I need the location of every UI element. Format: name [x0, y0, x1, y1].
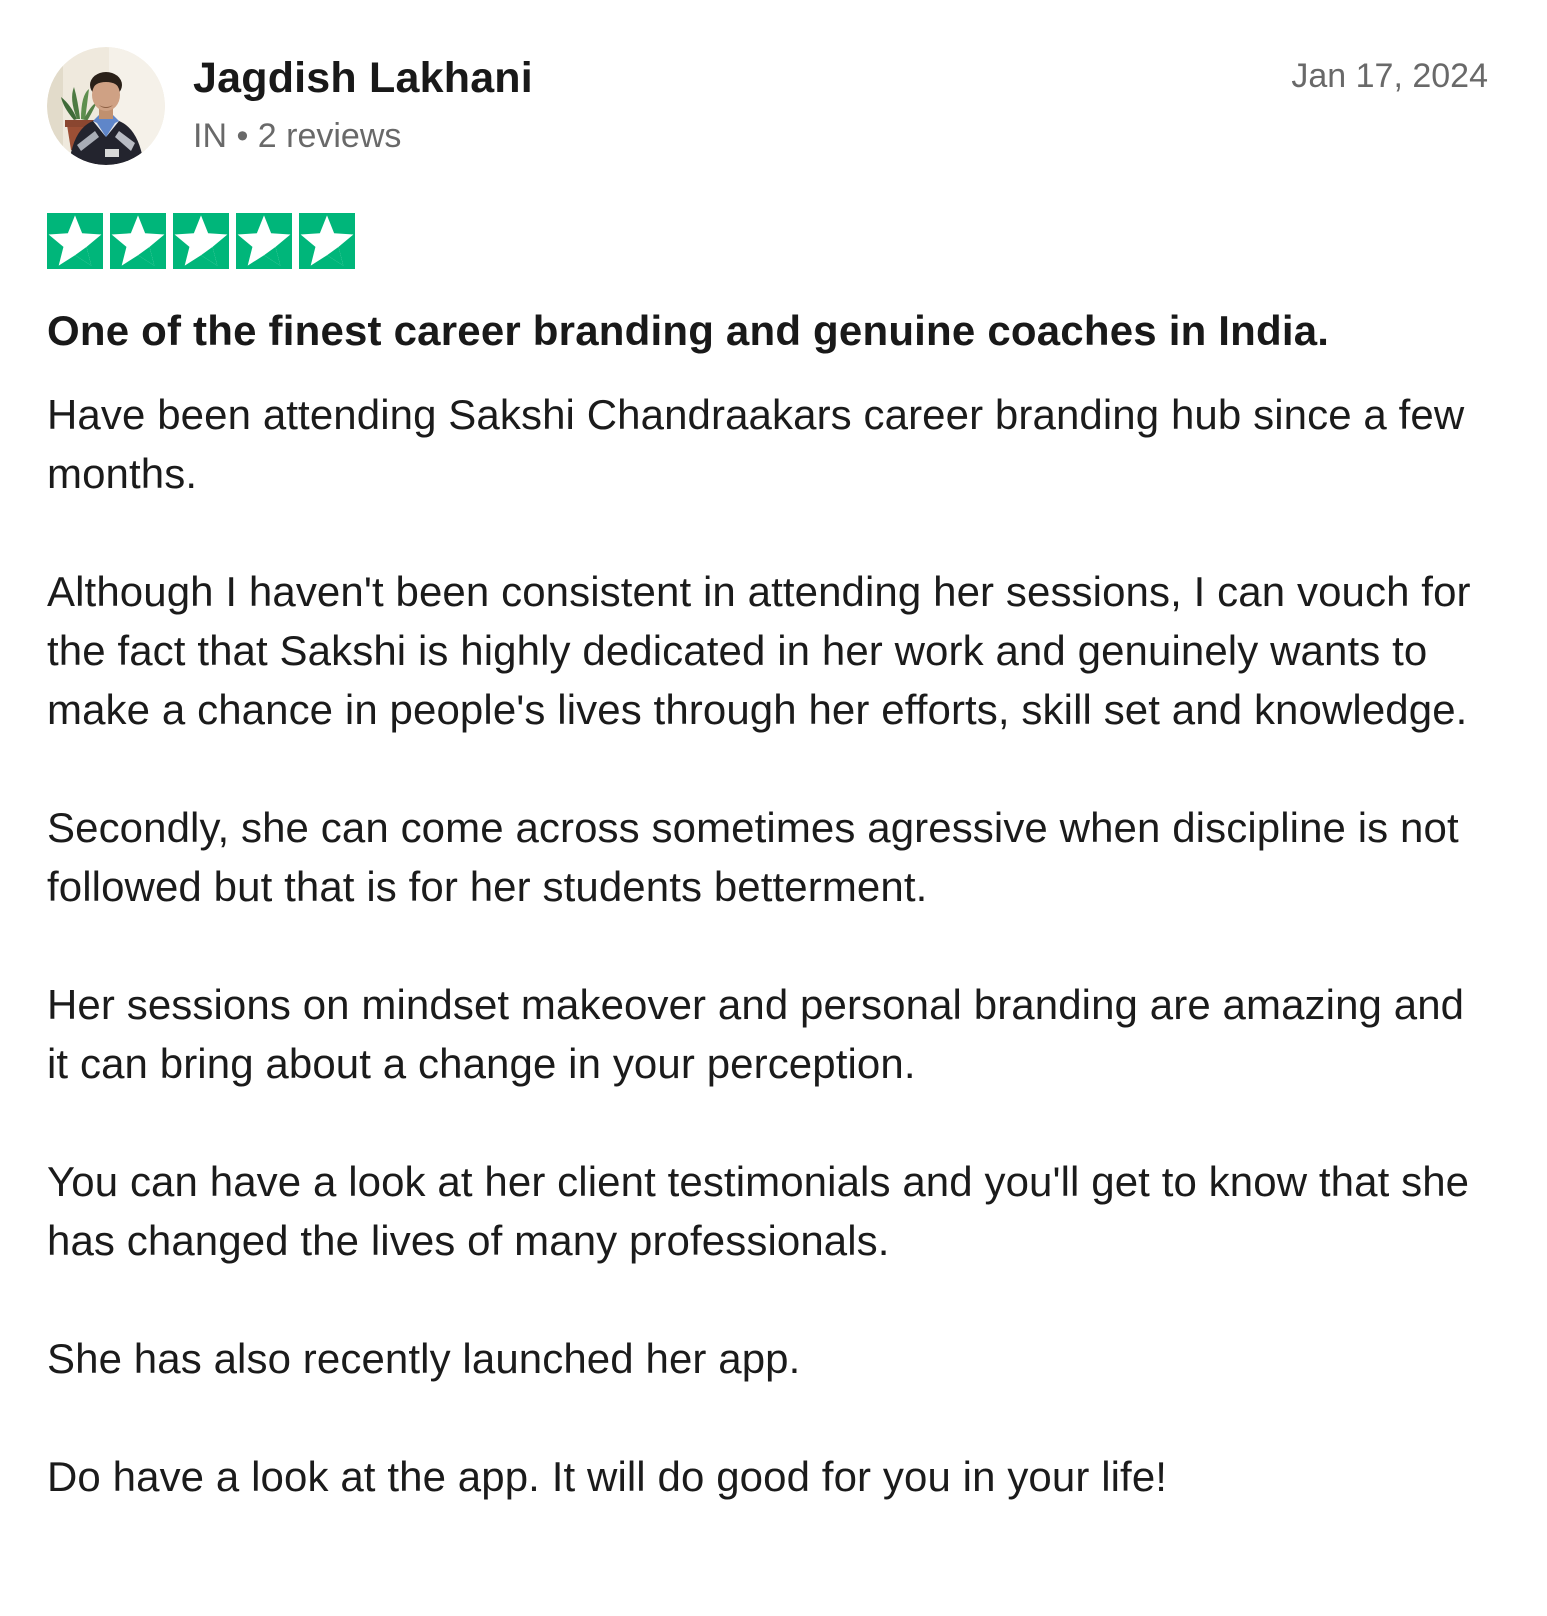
star-rating — [47, 213, 1488, 269]
review-paragraph: Secondly, she can come across sometimes agressive when discipline is not followed but that is for her students betterment. — [47, 804, 1459, 910]
star-icon — [110, 213, 166, 269]
star-icon — [299, 213, 355, 269]
review-header — [47, 47, 1488, 165]
review-title[interactable]: One of the finest career branding and genuine coaches in India. — [47, 307, 1330, 354]
avatar-photo-illustration — [47, 47, 165, 165]
star-icon — [236, 213, 292, 269]
review-paragraph: You can have a look at her client testimonials and you'll get to know that she has changed the lives of many professionals. — [47, 1158, 1470, 1264]
reviewer-name[interactable]: Jagdish Lakhani — [193, 54, 533, 102]
review-paragraph: Her sessions on mindset makeover and personal branding are amazing and it can bring about a change in your perception. — [47, 981, 1465, 1087]
reviewer-info — [193, 47, 533, 155]
review-date: Jan 17, 2024 — [1291, 57, 1488, 95]
avatar[interactable] — [47, 47, 165, 165]
star-icon — [173, 213, 229, 269]
star-icon — [47, 213, 103, 269]
review-paragraph: Do have a look at the app. It will do good for you in your life! — [47, 1453, 1168, 1500]
review-body — [47, 385, 1488, 1506]
review-paragraph: She has also recently launched her app. — [47, 1335, 801, 1382]
review-paragraph: Have been attending Sakshi Chandraakars career branding hub since a few months. — [47, 391, 1465, 497]
review-paragraph: Although I haven't been consistent in attending her sessions, I can vouch for the fact that Sakshi is highly dedicated in her work and genuinely wants to make a chance in people's lives through her efforts, skill set and knowledge. — [47, 568, 1471, 733]
reviewer-meta: IN • 2 reviews — [193, 117, 402, 155]
